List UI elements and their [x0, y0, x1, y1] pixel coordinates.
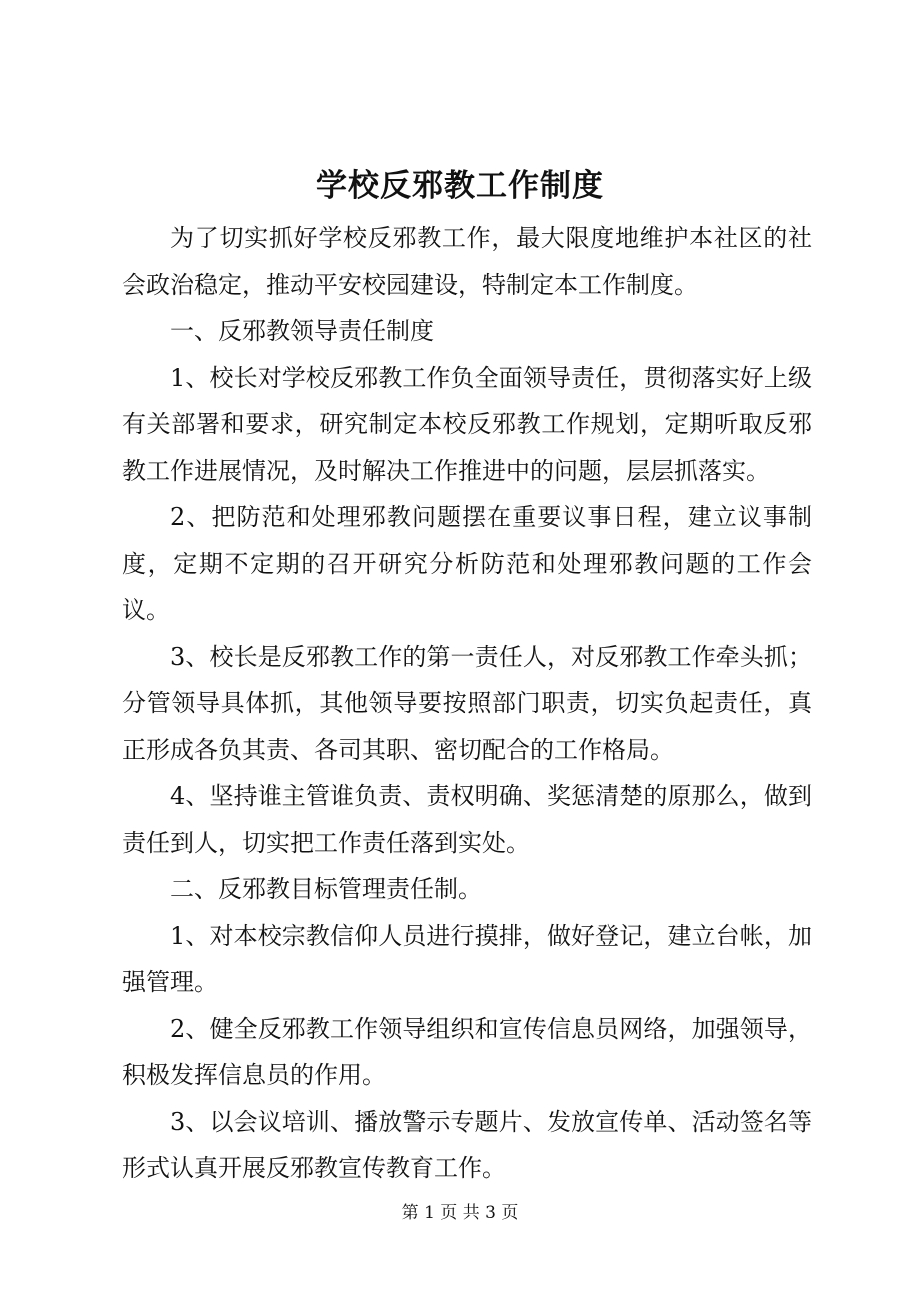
paragraph-2-1: 1、对本校宗教信仰人员进行摸排，做好登记，建立台帐，加强管理。 [122, 921, 812, 996]
paragraph-1-2: 2、把防范和处理邪教问题摆在重要议事日程，建立议事制度，定期不定期的召开研究分析防范和处理邪教问题的工作会议。 [122, 503, 812, 624]
section-heading-2: 二、反邪教目标管理责任制。 [170, 875, 482, 903]
paragraph-2-3: 3、以会议培训、播放警示专题片、发放宣传单、活动签名等形式认真开展反邪教宣传教育工作。 [122, 1107, 812, 1182]
paragraph-1-1: 1、校长对学校反邪教工作负全面领导责任，贯彻落实好上级有关部署和要求，研究制定本校反邪教工作规划，定期听取反邪教工作进展情况，及时解决工作推进中的问题，层层抓落实。 [122, 363, 812, 485]
paragraph-1-3: 3、校长是反邪教工作的第一责任人，对反邪教工作牵头抓；分管领导具体抓，其他领导要按照部门职责，切实负起责任，真正形成各负其责、各司其职、密切配合的工作格局。 [122, 642, 812, 764]
section-heading-1: 一、反邪教领导责任制度 [170, 317, 434, 345]
paragraph-2-2: 2、健全反邪教工作领导组织和宣传信息员网络，加强领导，积极发挥信息员的作用。 [122, 1014, 812, 1089]
document-body [122, 215, 812, 1192]
intro-paragraph: 为了切实抓好学校反邪教工作，最大限度地维护本社区的社会政治稳定，推动平安校园建设，特制定本工作制度。 [122, 224, 812, 299]
page-footer: 第 1 页 共 3 页 [401, 1203, 519, 1223]
paragraph-1-4: 4、坚持谁主管谁负责、责权明确、奖惩清楚的原那么，做到责任到人，切实把工作责任落到实处。 [122, 782, 812, 857]
document-title: 学校反邪教工作制度 [316, 168, 604, 204]
